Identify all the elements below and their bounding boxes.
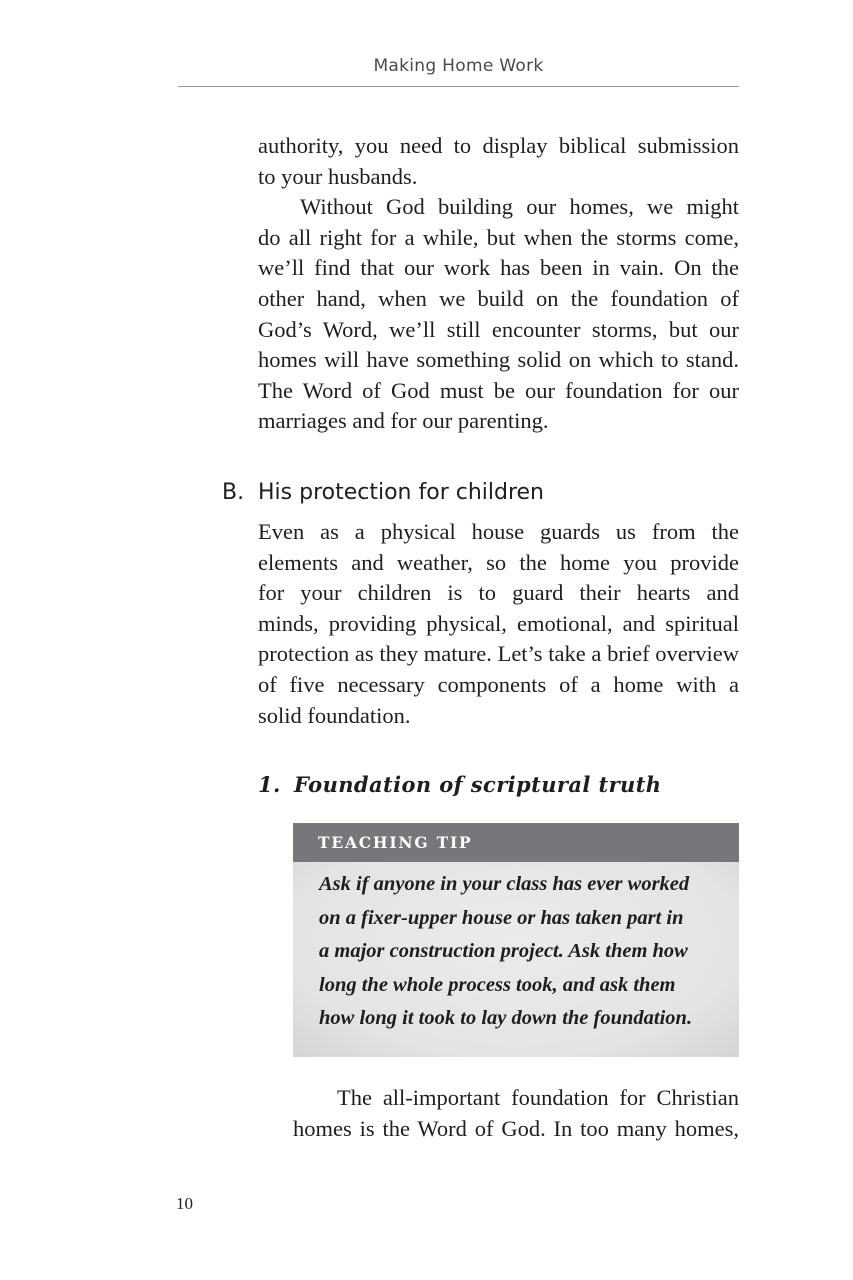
teaching-tip-box xyxy=(293,823,739,1057)
text-line: protection as they mature. Let’s take a brief overview xyxy=(258,641,739,667)
text-line: homes is the Word of God. In too many homes, xyxy=(293,1115,739,1141)
subsection-heading-1 xyxy=(258,772,661,797)
section-letter: B. xyxy=(222,480,245,505)
text-line: homes will have something solid on which to stand. xyxy=(258,347,739,373)
text-line: minds, providing physical, emotional, and spiritual xyxy=(258,610,739,636)
page-number: 10 xyxy=(176,1194,193,1213)
text-line: to your husbands. xyxy=(258,163,418,189)
text-line: we’ll find that our work has been in vain. On the xyxy=(258,255,739,281)
subsection-1-paragraph xyxy=(293,1083,739,1144)
text-line: authority, you need to display biblical submission xyxy=(258,133,739,158)
text-line: Even as a physical house guards us from the xyxy=(258,519,739,544)
text-line: Without God building our homes, we might xyxy=(300,194,739,220)
header-rule xyxy=(178,86,739,87)
running-head: Making Home Work xyxy=(373,56,544,76)
section-b-paragraph xyxy=(258,517,739,731)
text-line: do all right for a while, but when the storms come, xyxy=(258,224,739,250)
subsection-title: Foundation of scriptural truth xyxy=(294,772,662,797)
tip-line: how long it took to lay down the foundation. xyxy=(319,1007,693,1029)
text-line: elements and weather, so the home you provide xyxy=(258,549,739,575)
teaching-tip-label: TEACHING TIP xyxy=(293,823,739,862)
text-line: for your children is to guard their hearts and xyxy=(258,580,739,606)
text-line: marriages and for our parenting. xyxy=(258,408,549,434)
section-title: His protection for children xyxy=(258,480,544,505)
text-line: The all-important foundation for Christian xyxy=(337,1085,739,1110)
body-paragraph-continued xyxy=(258,131,739,437)
subsection-number: 1. xyxy=(258,772,281,797)
tip-line: a major construction project. Ask them how xyxy=(319,940,688,962)
teaching-tip-body xyxy=(293,862,739,1036)
tip-line: Ask if anyone in your class has ever worked xyxy=(319,873,690,895)
section-heading-b xyxy=(222,480,544,505)
text-line: God’s Word, we’ll still encounter storms, but our xyxy=(258,316,739,342)
tip-line: long the whole process took, and ask them xyxy=(319,973,676,996)
tip-line: on a fixer-upper house or has taken part in xyxy=(319,906,684,929)
text-line: solid foundation. xyxy=(258,702,411,728)
text-line: of five necessary components of a home with a xyxy=(258,671,739,697)
text-line: The Word of God must be our foundation for our xyxy=(258,377,739,403)
text-line: other hand, when we build on the foundation of xyxy=(258,285,739,311)
